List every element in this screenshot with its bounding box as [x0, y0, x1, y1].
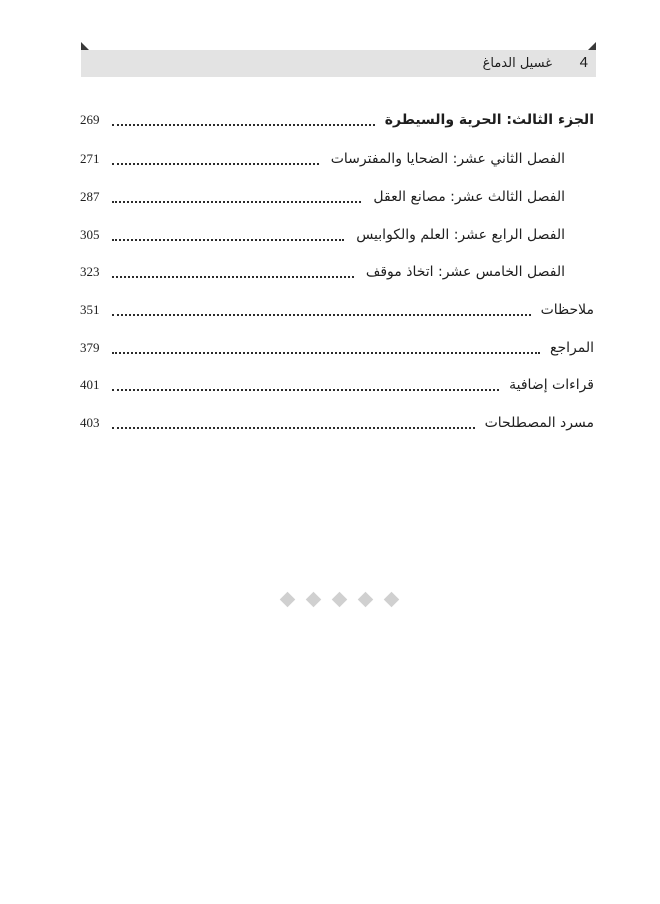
toc-entry-references[interactable]: [80, 336, 594, 360]
toc-entry-title: الفصل الخامس عشر: اتخاذ موقف: [365, 264, 565, 280]
diamond-icon: [358, 592, 374, 608]
dot-leader: [112, 124, 375, 126]
corner-triangle-right-icon: [588, 42, 596, 50]
toc-entry-title: الجزء الثالث: الحرية والسيطرة: [384, 112, 594, 128]
toc-entry-chapter-12[interactable]: [80, 147, 565, 171]
dot-leader: [112, 352, 540, 354]
toc-entry-page: 269: [80, 112, 100, 127]
diamond-icon: [332, 592, 348, 608]
running-title: غسيل الدماغ: [482, 56, 552, 71]
diamond-icon: [280, 592, 296, 608]
toc-entry-part-three[interactable]: [80, 108, 594, 132]
dot-leader: [112, 239, 344, 241]
toc-entry-title: قراءات إضافية: [509, 377, 594, 393]
toc-entry-page: 403: [80, 415, 100, 430]
toc-entry-notes[interactable]: [80, 298, 594, 322]
toc-entry-chapter-14[interactable]: [80, 223, 565, 247]
dot-leader: [112, 314, 531, 316]
toc-entry-further-reading[interactable]: [80, 373, 594, 397]
diamond-icon: [384, 592, 400, 608]
toc-entry-page: 401: [80, 377, 100, 392]
toc-entry-glossary[interactable]: [80, 411, 594, 435]
diamond-icon: [306, 592, 322, 608]
section-ornament: [282, 592, 402, 608]
toc-entry-title: الفصل الرابع عشر: العلم والكوابيس: [356, 227, 565, 243]
page-number: 4: [579, 54, 588, 71]
dot-leader: [112, 427, 475, 429]
toc-entry-title: ملاحظات: [540, 302, 594, 318]
corner-triangle-left-icon: [81, 42, 89, 50]
toc-entry-title: الفصل الثاني عشر: الضحايا والمفترسات: [330, 151, 565, 167]
toc-entry-page: 379: [80, 340, 100, 355]
toc-entry-page: 271: [80, 151, 100, 166]
dot-leader: [112, 201, 361, 203]
toc-entry-title: الفصل الثالث عشر: مصانع العقل: [373, 189, 565, 205]
toc-entry-page: 305: [80, 227, 100, 242]
toc-entry-page: 323: [80, 264, 100, 279]
dot-leader: [112, 389, 499, 391]
toc-entry-page: 351: [80, 302, 100, 317]
toc-entry-title: مسرد المصطلحات: [484, 415, 594, 431]
toc-entry-title: المراجع: [550, 340, 594, 356]
dot-leader: [112, 163, 319, 165]
toc-entry-chapter-15[interactable]: [80, 260, 565, 284]
dot-leader: [112, 276, 354, 278]
toc-entry-chapter-13[interactable]: [80, 185, 565, 209]
toc-entry-page: 287: [80, 189, 100, 204]
